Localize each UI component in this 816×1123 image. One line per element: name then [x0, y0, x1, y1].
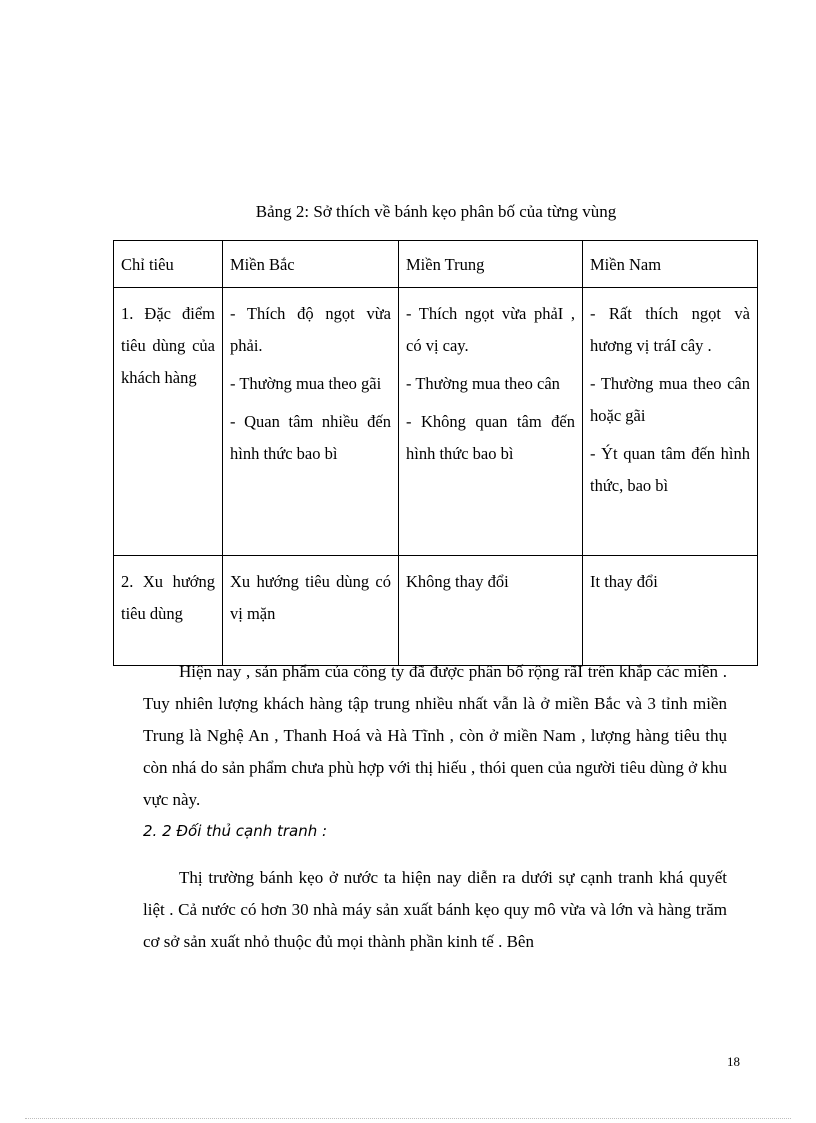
cell-line: - Ýt quan tâm đến hình thức, bao bì	[590, 444, 750, 495]
header-cell: Chỉ tiêu	[114, 241, 223, 288]
table-header-row	[114, 241, 758, 288]
header-cell: Miền Nam	[583, 241, 758, 288]
row-label: 1. Đặc điểm tiêu dùng của khách hàng	[114, 288, 223, 556]
cell-line: - Thích ngọt vừa phảI , có vị cay.	[406, 304, 575, 355]
section-heading: 2. 2 Đối thủ cạnh tranh :	[143, 822, 328, 840]
table-row	[114, 556, 758, 666]
body-paragraph: Hiện nay , sản phẩm của công ty đã được phân bố rộng rãI trên khắp các miền . Tuy nhiên lượng khách hàng tập trung nhiều nhất vẫn là ở miền Bắc và 3 tỉnh miền Trung là Nghệ An , Thanh Hoá và Hà Tĩnh , còn ở miền Nam , lượng hàng tiêu thụ còn nhá do sản phẩm chưa phù hợp với thị hiếu , thói quen của người tiêu dùng ở khu vực này.	[143, 662, 727, 809]
header-cell: Miền Trung	[399, 241, 583, 288]
body-paragraph: Thị trường bánh kẹo ở nước ta hiện nay diễn ra dưới sự cạnh tranh khá quyết liệt . Cả nước có hơn 30 nhà máy sản xuất bánh kẹo quy mô vừa và lớn và hàng trăm cơ sở sản xuất nhỏ thuộc đủ mọi thành phần kinh tế . Bên	[143, 868, 727, 951]
header-cell: Miền Bắc	[223, 241, 399, 288]
north-cell: Xu hướng tiêu dùng có vị mặn	[223, 556, 399, 666]
cell-line: - Thích độ ngọt vừa phải.	[230, 304, 391, 355]
page-number: 18	[727, 1054, 740, 1069]
cell-line: - Thường mua theo gãi	[230, 374, 382, 393]
cell-line: - Thường mua theo cân hoặc gãi	[590, 374, 750, 425]
cell-line: - Rất thích ngọt và hương vị tráI cây .	[590, 304, 750, 355]
north-cell	[223, 288, 399, 556]
south-cell: It thay đổi	[583, 556, 758, 666]
central-cell: Không thay đổi	[399, 556, 583, 666]
cell-line: - Không quan tâm đến hình thức bao bì	[406, 412, 575, 463]
table-caption: Bảng 2: Sở thích về bánh kẹo phân bố của từng vùng	[255, 202, 617, 221]
table-row	[114, 288, 758, 556]
preferences-table	[113, 240, 758, 666]
central-cell	[399, 288, 583, 556]
row-label: 2. Xu hướng tiêu dùng	[114, 556, 223, 666]
page-divider	[25, 1118, 791, 1119]
cell-line: - Thường mua theo cân	[406, 374, 560, 393]
south-cell	[583, 288, 758, 556]
cell-line: - Quan tâm nhiều đến hình thức bao bì	[230, 412, 391, 463]
